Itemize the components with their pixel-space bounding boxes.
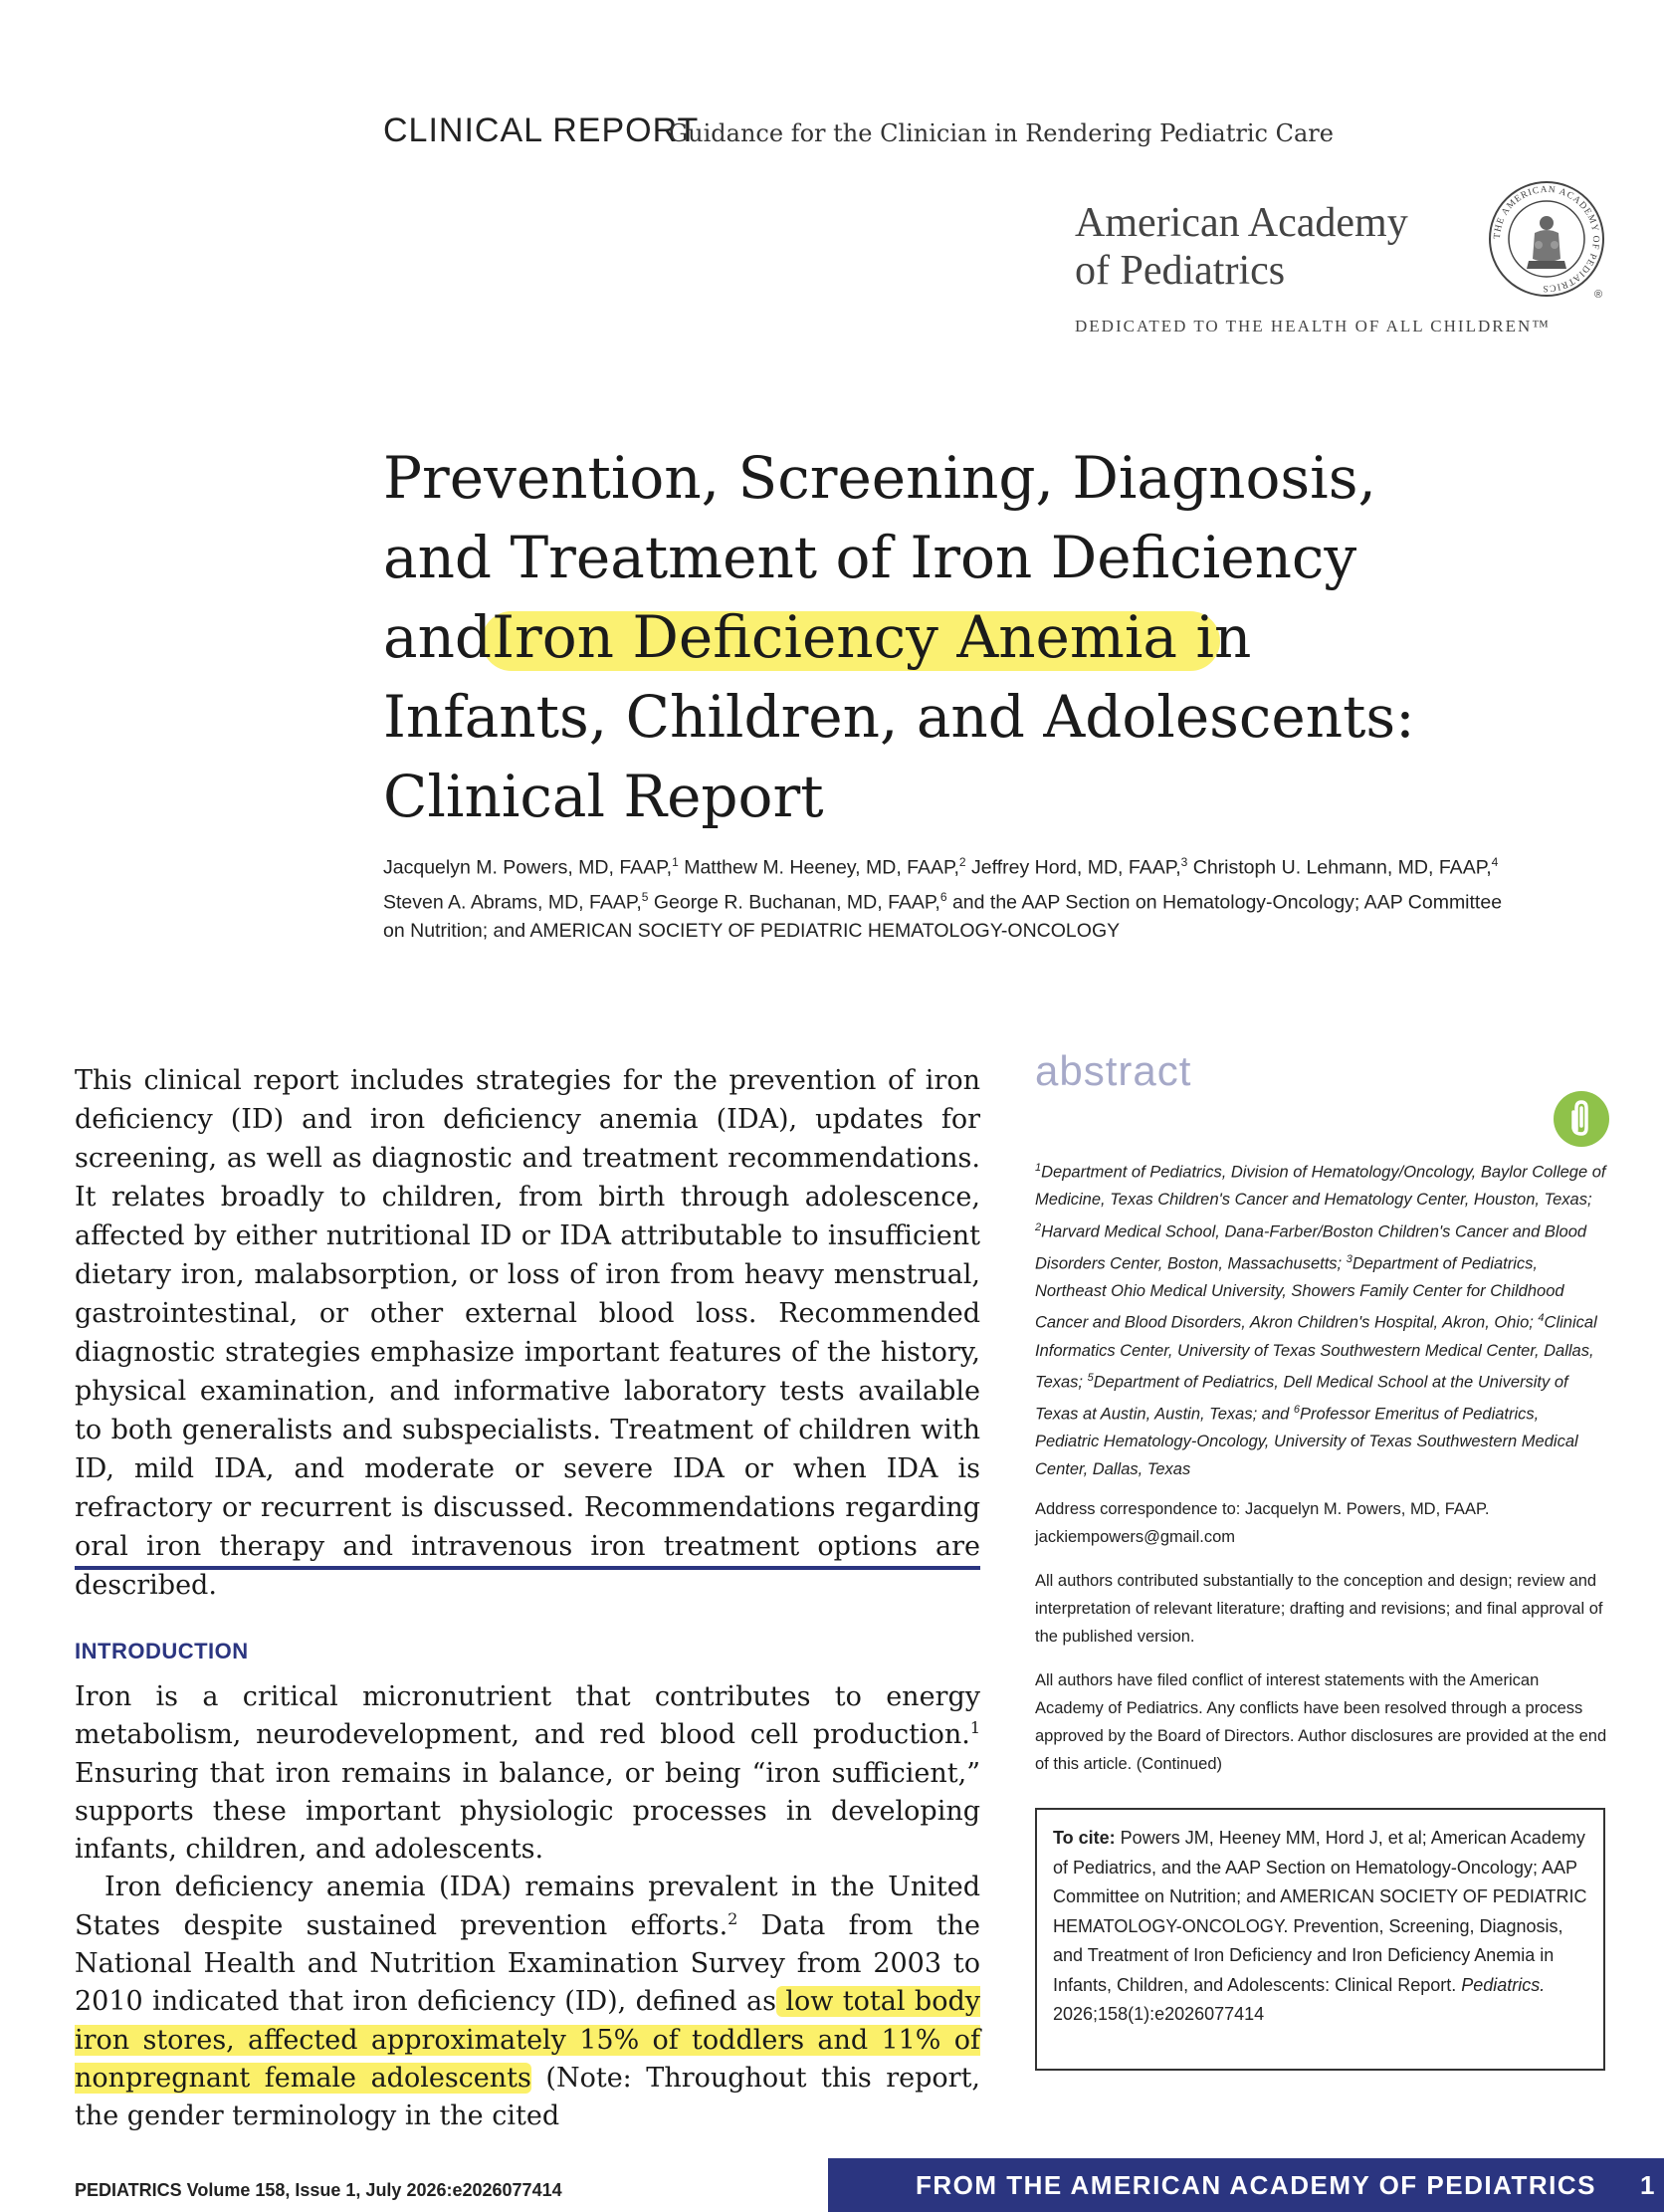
intro-text: Ensuring that iron remains in balance, or being “iron sufficient,” supports these important physiologic processes in developing infants, children, and adolescents. bbox=[75, 1757, 980, 1866]
seal-text: THE AMERICAN ACADEMY OF PEDIATRICS bbox=[1492, 184, 1601, 294]
report-type-label: CLINICAL REPORT bbox=[383, 111, 700, 149]
author-groups: and the AAP Section on Hematology-Oncology; AAP Committee on Nutrition; and AMERICAN SOCIETY OF PEDIATRIC HEMATOLOGY-ONCOLOGY bbox=[383, 891, 1503, 942]
author-name: Christoph U. Lehmann, MD, FAAP, bbox=[1187, 856, 1492, 879]
author-name: Jeffrey Hord, MD, FAAP, bbox=[965, 856, 1181, 879]
affil-sup: 1 bbox=[1035, 1162, 1042, 1174]
title-line4: Infants, Children, and Adolescents: bbox=[383, 683, 1415, 751]
introduction-text bbox=[75, 1678, 980, 2136]
article-title bbox=[383, 438, 1558, 836]
paperclip-icon bbox=[1553, 1090, 1610, 1148]
affil-text: Department of Pediatrics, Dell Medical School at the University of Texas at Austin, Austin, Texas; and bbox=[1035, 1373, 1568, 1424]
report-subtitle: Guidance for the Clinician in Rendering Pediatric Care bbox=[669, 119, 1334, 147]
affil-sup: 4 bbox=[1538, 1312, 1545, 1325]
intro-text: (Note: Throughout this report, the gender terminology in the cited bbox=[75, 2062, 981, 2132]
intro-text: Iron is a critical micronutrient that contributes to energy metabolism, neurodevelopment, and red blood cell production. bbox=[75, 1681, 980, 1751]
conflicts-note: All authors have filed conflict of interest statements with the American Academy of Pediatrics. Any conflicts have been resolved through a process approved by the Board of Directors. Author disclosures are provided at the end of this article. (Continued) bbox=[1035, 1671, 1607, 1773]
title-highlight: Iron Deficiency Anemia i bbox=[492, 597, 1214, 677]
author-sup: 6 bbox=[939, 889, 947, 904]
affil-sup: 3 bbox=[1346, 1252, 1352, 1265]
citation-text: Powers JM, Heeney MM, Hord J, et al; American Academy of Pediatrics, and the AAP Section on Hematology-Oncology; AAP Committee on Nutrition; and AMERICAN SOCIETY OF PEDIATRIC HEMATOLOGY-ONCOLOGY. Prevention, Screening, Diagnosis, and Treatment of Iron Deficiency and Iron Deficiency Anemia in Infants, Children, and Adolescents: Clinical Report. bbox=[1053, 1828, 1587, 1995]
title-line2: and Treatment of Iron Deficiency bbox=[383, 524, 1357, 591]
author-sup: 2 bbox=[958, 855, 966, 869]
correspondence-note: Address correspondence to: Jacquelyn M. Powers, MD, FAAP. jackiempowers@gmail.com bbox=[1035, 1500, 1490, 1546]
footer-band bbox=[828, 2158, 1664, 2212]
reference-sup[interactable]: 2 bbox=[728, 1908, 738, 1928]
affil-text: Harvard Medical School, Dana-Farber/Boston Children's Cancer and Blood Disorders Center, Boston, Massachusetts; bbox=[1035, 1222, 1587, 1273]
contributions-note: All authors contributed substantially to the conception and design; review and interpretation of relevant literature; drafting and revisions; and final approval of the published version. bbox=[1035, 1572, 1603, 1646]
author-name: Matthew M. Heeney, MD, FAAP, bbox=[678, 856, 959, 879]
intro-text: Iron deficiency anemia (IDA) remains prevalent in the United States despite sustained prevention efforts. bbox=[75, 1872, 980, 1941]
page-number: 1 bbox=[1639, 2169, 1656, 2200]
title-line5: Clinical Report bbox=[383, 763, 824, 830]
abstract-label: abstract bbox=[1035, 1047, 1192, 1094]
title-line3 bbox=[383, 597, 1558, 677]
abstract-text: This clinical report includes strategies for the prevention of iron deficiency (ID) and iron deficiency anemia (IDA), updates for screening, as well as diagnostic and treatment recommendations. It relates broadly to children, from birth through adolescence, affected by either nutritional ID or IDA attributable to insufficient dietary iron, malabsorption, or loss of iron from heavy menstrual, gastrointestinal, or other external blood loss. Recommended diagnostic strategies emphasize important features of the history, physical examination, and informative laboratory tests available to both generalists and subspecialists. Treatment of children with ID, mild IDA, and moderate or severe IDA or when IDA is refractory or recurrent is discussed. Recommendations regarding oral iron therapy and intravenous iron treatment options are described. bbox=[75, 1065, 980, 1601]
footer-band-text: FROM THE AMERICAN ACADEMY OF PEDIATRICS bbox=[916, 2169, 1596, 2200]
affil-text: Department of Pediatrics, Division of Hematology/Oncology, Baylor College of Medicine, Texas Children's Cancer and Hematology Center, Houston, Texas; bbox=[1035, 1163, 1606, 1210]
author-name: Jacquelyn M. Powers, MD, FAAP, bbox=[383, 856, 673, 879]
affil-sup: 5 bbox=[1087, 1372, 1094, 1385]
affiliations bbox=[1035, 1155, 1607, 1484]
intro-paragraph-1 bbox=[75, 1678, 980, 1869]
citation-label: To cite: bbox=[1053, 1828, 1116, 1848]
journal-info: PEDIATRICS Volume 158, Issue 1, July 2026:e2026077414 bbox=[75, 2180, 562, 2200]
publisher-tagline: DEDICATED TO THE HEALTH OF ALL CHILDREN™ bbox=[1075, 317, 1551, 335]
intro-text: Data from the National Health and Nutrition Examination Survey from 2003 to 2010 indicated that iron deficiency (ID), defined as bbox=[75, 1909, 980, 2018]
affil-sup: 2 bbox=[1035, 1220, 1042, 1233]
title-line3-pre: and bbox=[383, 603, 493, 671]
author-name: George R. Buchanan, MD, FAAP, bbox=[648, 891, 940, 913]
affil-text: Professor Emeritus of Pediatrics, Pediatric Hematology-Oncology, University of Texas Southwestern Medical Center, Dallas, Texas bbox=[1035, 1405, 1578, 1478]
publisher-name-line2: of Pediatrics bbox=[1075, 248, 1286, 294]
author-name: Steven A. Abrams, MD, FAAP, bbox=[383, 891, 642, 913]
publisher-name bbox=[1075, 199, 1433, 295]
citation-text: 2026;158(1):e2026077414 bbox=[1053, 2004, 1265, 2024]
citation-journal: Pediatrics. bbox=[1461, 1974, 1546, 1995]
title-line1: Prevention, Screening, Diagnosis, bbox=[383, 444, 1376, 512]
author-list bbox=[383, 848, 1518, 946]
section-divider bbox=[75, 1566, 980, 1570]
affil-sup: 6 bbox=[1293, 1404, 1300, 1417]
author-sup: 5 bbox=[641, 889, 649, 904]
author-sup: 3 bbox=[1180, 855, 1188, 869]
registered-mark: ® bbox=[1594, 289, 1603, 301]
reference-sup[interactable]: 1 bbox=[969, 1718, 980, 1738]
citation-box bbox=[1035, 1808, 1605, 2071]
aap-seal-icon bbox=[1487, 179, 1606, 299]
publisher-name-line1: American Academy bbox=[1075, 200, 1408, 246]
title-line3-post: n bbox=[1214, 603, 1252, 671]
affil-text: Clinical Informatics Center, University of Texas Southwestern Medical Center, Dallas, Texas; bbox=[1035, 1313, 1597, 1392]
author-sup: 4 bbox=[1491, 855, 1499, 869]
intro-paragraph-2 bbox=[75, 1869, 980, 2135]
highlighted-text: low total body iron stores, affected approximately 15% of toddlers and 11% of nonpregnant female adolescents bbox=[75, 1986, 980, 2094]
introduction-heading: INTRODUCTION bbox=[75, 1639, 249, 1663]
author-sup: 1 bbox=[672, 855, 679, 869]
affil-text: Department of Pediatrics, Northeast Ohio Medical University, Showers Family Center for Childhood Cancer and Blood Disorders, Akron Children's Hospital, Akron, Ohio; bbox=[1035, 1254, 1564, 1332]
